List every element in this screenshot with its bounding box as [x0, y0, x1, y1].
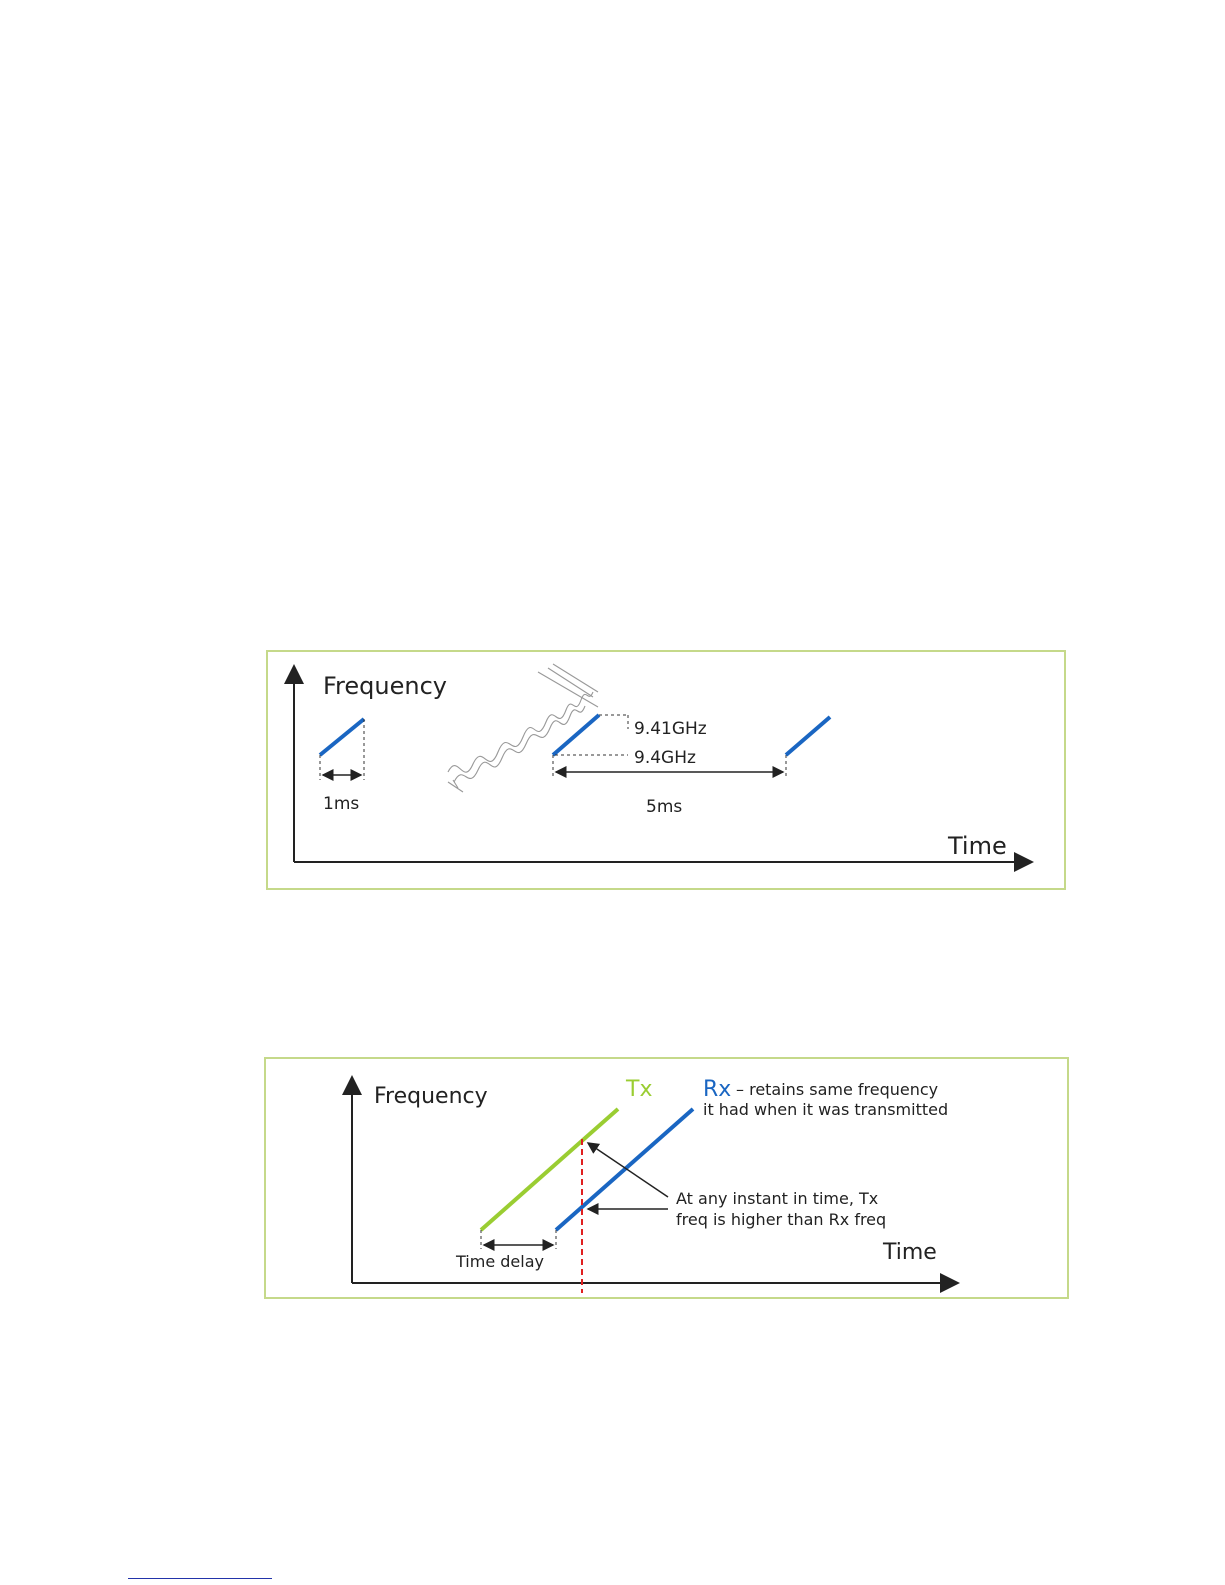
chirp-sequence-diagram — [268, 652, 1068, 892]
chirp-1 — [320, 719, 364, 755]
x-axis-label: Time — [948, 832, 1007, 860]
tx-rx-delay-figure — [264, 1057, 1069, 1299]
rx-label: Rx — [703, 1077, 732, 1102]
callout-line1: At any instant in time, Tx — [676, 1189, 879, 1208]
callout-line2: freq is higher than Rx freq — [676, 1210, 887, 1229]
wave-icon — [448, 664, 598, 792]
tx-label: Tx — [626, 1077, 653, 1102]
pulse-width-label: 1ms — [323, 794, 360, 814]
chirp-sequence-figure — [266, 650, 1066, 890]
period-label: 5ms — [646, 797, 683, 817]
lower-frequency-label: 9.4GHz — [634, 748, 696, 768]
upper-frequency-label: 9.41GHz — [634, 719, 707, 739]
y-axis-label: Frequency — [374, 1084, 488, 1109]
time-delay-label: Time delay — [456, 1252, 544, 1271]
footnote-separator — [128, 1578, 272, 1579]
y-axis-label: Frequency — [323, 672, 447, 700]
rx-note-line2: it had when it was transmitted — [703, 1100, 949, 1119]
tx-rx-delay-diagram — [266, 1059, 1071, 1301]
rx-note-line1: – retains same frequency — [736, 1080, 939, 1099]
tx-line — [481, 1109, 618, 1230]
x-axis-label: Time — [883, 1240, 937, 1265]
rx-line — [556, 1109, 693, 1230]
chirp-2 — [553, 715, 599, 755]
chirp-3 — [786, 717, 830, 755]
